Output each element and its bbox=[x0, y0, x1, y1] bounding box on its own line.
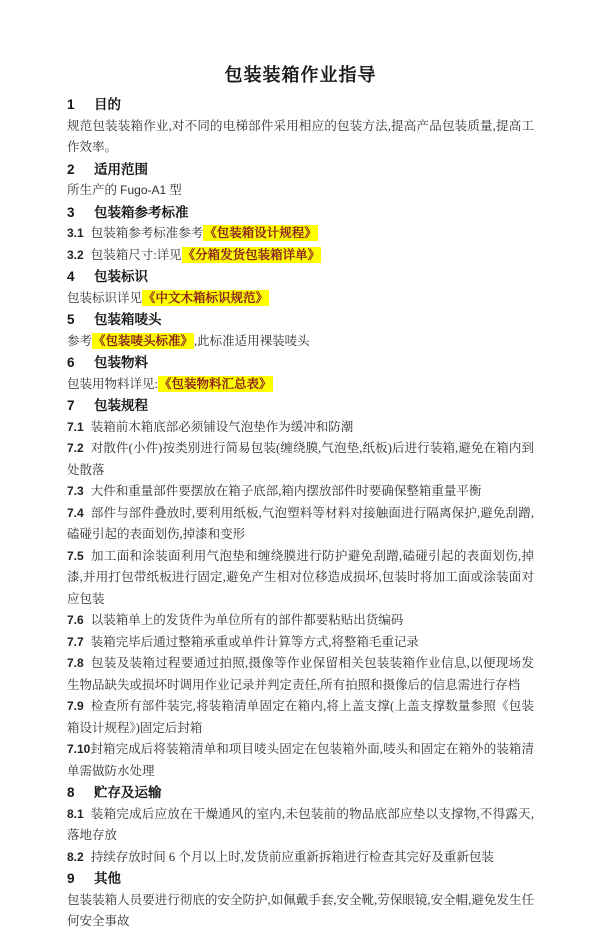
paragraph-materials bbox=[67, 374, 534, 396]
item-number: 3.2 bbox=[67, 247, 84, 262]
section-number: 7 bbox=[67, 398, 75, 413]
item-text: 封箱完成后将装箱清单和项目唛头固定在包装箱外面,唛头和固定在箱外的装箱清单需做防水处理 bbox=[67, 742, 534, 778]
doc-reference-highlight: 《包装物料汇总表》 bbox=[158, 376, 272, 391]
list-item-7-7 bbox=[67, 632, 534, 654]
item-text: 以装箱单上的发货件为单位所有的部件都要粘贴出货编码 bbox=[90, 613, 404, 627]
section-heading-7 bbox=[67, 395, 534, 417]
section-heading-6 bbox=[67, 352, 534, 374]
item-number: 7.4 bbox=[67, 505, 84, 520]
paragraph-shipping-mark bbox=[67, 331, 534, 353]
page-title: 包装装箱作业指导 bbox=[224, 65, 377, 85]
section-number: 1 bbox=[67, 97, 75, 112]
item-number: 7.7 bbox=[67, 634, 84, 649]
section-number: 9 bbox=[67, 871, 75, 886]
section-heading-8 bbox=[67, 782, 534, 804]
paragraph-text: ,此标准适用裸装唛头 bbox=[194, 333, 310, 348]
list-item-7-3 bbox=[67, 481, 534, 503]
section-heading-4 bbox=[67, 266, 534, 288]
list-item-8-2 bbox=[67, 847, 534, 869]
section-heading-3 bbox=[67, 202, 534, 224]
section-number: 8 bbox=[67, 785, 75, 800]
item-number: 8.2 bbox=[67, 849, 84, 864]
section-title: 包装箱参考标准 bbox=[94, 204, 189, 220]
section-title: 包装箱唛头 bbox=[94, 312, 162, 327]
section-number: 6 bbox=[67, 355, 75, 370]
item-text: 装箱完毕后通过整箱承重或单件计算等方式,将整箱毛重记录 bbox=[90, 634, 419, 649]
section-heading-1 bbox=[67, 94, 534, 116]
item-number: 7.8 bbox=[67, 656, 84, 670]
section-title: 其他 bbox=[94, 871, 121, 886]
list-item-7-8 bbox=[67, 653, 534, 696]
item-text: 包装及装箱过程要通过拍照,摄像等作业保留相关包装装箱作业信息,以便现场发生物品缺失或损坏时调用作业记录并判定责任,所有拍照和摄像后的信息需进行存档 bbox=[67, 656, 534, 692]
item-number: 7.10 bbox=[67, 742, 91, 756]
section-heading-5 bbox=[67, 309, 534, 331]
item-text: 检查所有部件装完,将装箱清单固定在箱内,将上盖支撑(上盖支撑数量参照《包装箱设计规程》)固定后封箱 bbox=[67, 699, 534, 735]
item-number: 7.3 bbox=[67, 484, 84, 498]
list-item-7-10 bbox=[67, 739, 534, 782]
item-text: 大件和重量部件要摆放在箱子底部,箱内摆放部件时要确保整箱重量平衡 bbox=[90, 484, 482, 498]
doc-reference-highlight: 《分箱发货包装箱详单》 bbox=[182, 247, 321, 262]
section-number: 2 bbox=[67, 161, 75, 177]
list-item-3-2 bbox=[67, 245, 534, 267]
section-title: 适用范围 bbox=[94, 161, 148, 177]
item-text: 部件与部件叠放时,要利用纸板,气泡塑料等材料对接触面进行隔离保护,避免刮蹭,磕碰引起的表面划伤,掉漆和变形 bbox=[67, 505, 534, 541]
item-text: 加工面和涂装面利用气泡垫和缠绕膜进行防护避免刮蹭,磕碰引起的表面划伤,掉漆,并用打包带纸板进行固定,避免产生相对位移造成损坏,包装时将加工面或涂装面对应包装 bbox=[67, 548, 534, 606]
paragraph-text: 包装标识详见 bbox=[67, 290, 143, 305]
paragraph-safety bbox=[67, 890, 534, 933]
item-text: 装箱前木箱底部必须铺设气泡垫作为缓冲和防潮 bbox=[90, 419, 354, 434]
list-item-8-1 bbox=[67, 804, 534, 847]
section-heading-2 bbox=[67, 159, 534, 181]
paragraph-text: 规范包装装箱作业,对不同的电梯部件采用相应的包装方法,提高产品包装质量,提高工作效率。 bbox=[67, 118, 534, 154]
item-number: 7.6 bbox=[67, 613, 84, 627]
item-number: 7.5 bbox=[67, 548, 84, 563]
section-number: 5 bbox=[67, 312, 75, 327]
list-item-7-6 bbox=[67, 610, 534, 632]
section-heading-9 bbox=[67, 868, 534, 890]
paragraph-text: 型 bbox=[166, 183, 182, 197]
item-text: 对散件(小件)按类别进行简易包装(缠绕膜,气泡垫,纸板)后进行装箱,避免在箱内到处散落 bbox=[67, 441, 534, 477]
section-title: 贮存及运输 bbox=[94, 785, 162, 800]
list-item-7-4 bbox=[67, 503, 534, 546]
doc-reference-highlight: 《包装箱设计规程》 bbox=[204, 226, 317, 240]
paragraph-text: 包装装箱人员要进行彻底的安全防护,如佩戴手套,安全靴,劳保眼镜,安全帽,避免发生任何安全事故 bbox=[67, 892, 534, 928]
section-title: 包装规程 bbox=[94, 398, 148, 413]
doc-reference-highlight: 《包装唛头标准》 bbox=[93, 333, 194, 348]
item-number: 7.1 bbox=[67, 419, 84, 434]
section-title: 包装标识 bbox=[94, 269, 148, 284]
paragraph-marking bbox=[67, 288, 534, 310]
list-item-7-2 bbox=[67, 438, 534, 481]
item-text: 装箱完成后应放在干燥通风的室内,未包装前的物品底部应垫以支撑物,不得露天,落地存放 bbox=[67, 806, 534, 842]
paragraph-text: 所生产的 bbox=[67, 183, 121, 197]
paragraph-scope bbox=[67, 180, 534, 202]
section-number: 4 bbox=[67, 269, 75, 284]
section-title: 包装物料 bbox=[94, 355, 148, 370]
item-number: 7.2 bbox=[67, 441, 84, 455]
paragraph-text: 参考 bbox=[67, 333, 93, 348]
paragraph-purpose bbox=[67, 116, 534, 159]
list-item-7-5 bbox=[67, 546, 534, 611]
item-text: 包装箱参考标准参考 bbox=[90, 226, 204, 240]
item-number: 7.9 bbox=[67, 699, 84, 713]
list-item-7-1 bbox=[67, 417, 534, 439]
item-text: 包装箱尺寸:详见 bbox=[90, 247, 182, 262]
list-item-7-9 bbox=[67, 696, 534, 739]
item-number: 3.1 bbox=[67, 226, 84, 240]
section-title: 目的 bbox=[94, 97, 121, 112]
item-number: 8.1 bbox=[67, 806, 84, 821]
item-text: 持续存放时间 6 个月以上时,发货前应重新拆箱进行检查其完好及重新包装 bbox=[90, 849, 494, 864]
section-number: 3 bbox=[67, 204, 75, 220]
list-item-3-1 bbox=[67, 223, 534, 245]
paragraph-text: 包装用物料详见: bbox=[67, 376, 158, 391]
doc-reference-highlight: 《中文木箱标识规范》 bbox=[143, 290, 269, 305]
model-name: Fugo-A1 bbox=[120, 183, 167, 197]
